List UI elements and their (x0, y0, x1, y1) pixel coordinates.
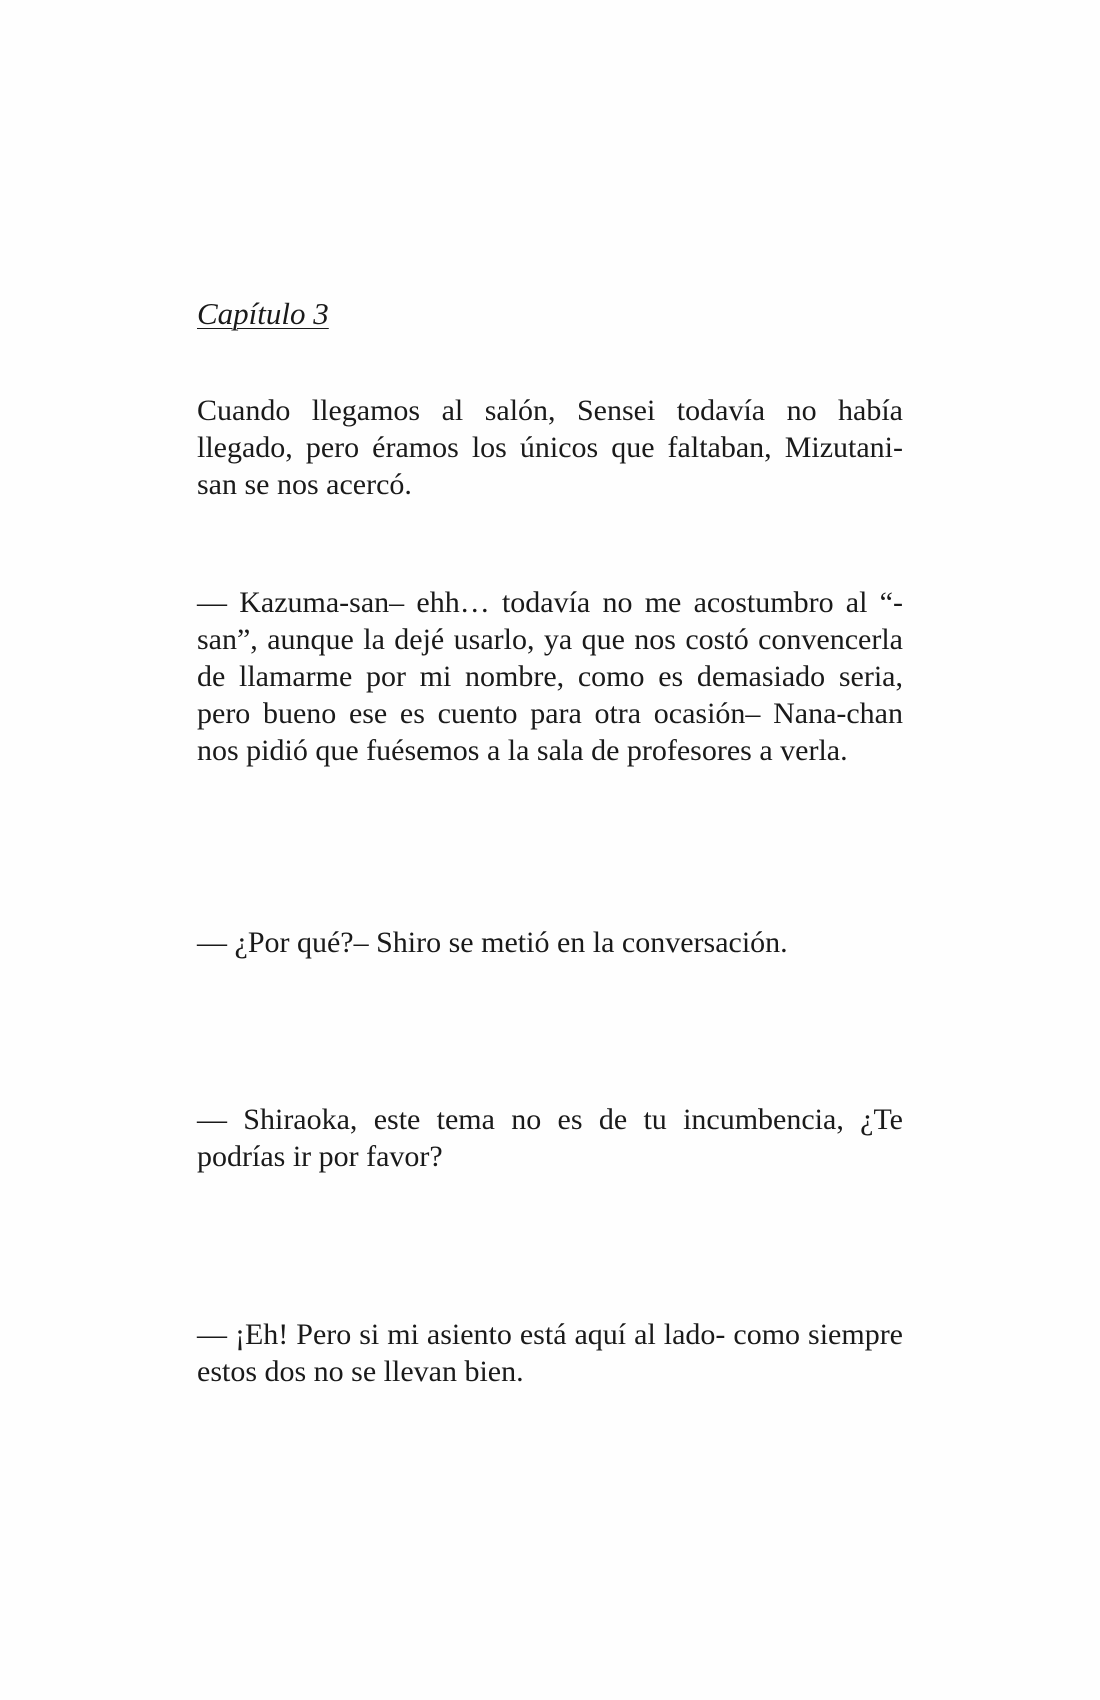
chapter-title: Capítulo 3 (197, 296, 329, 331)
paragraph-dialogue-reply: — Shiraoka, este tema no es de tu incumbencia, ¿Te podrías ir por favor? (197, 1103, 903, 1173)
paragraph-dialogue-shiro-protest: — ¡Eh! Pero si mi asiento está aquí al lado- como siempre estos dos no se llevan bien. (197, 1318, 903, 1388)
paragraph-dialogue-shiro: — ¿Por qué?– Shiro se metió en la conversación. (197, 926, 788, 959)
paragraph-dialogue-mizutani: — Kazuma-san– ehh… todavía no me acostumbro al “-san”, aunque la dejé usarlo, ya que nos costó convencerla de llamarme por mi nombre, como es demasiado seria, pero bueno ese es cuento para otra ocasión– Nana-chan nos pidió que fuésemos a la sala de profesores a verla. (197, 586, 903, 767)
paragraph-narration: Cuando llegamos al salón, Sensei todavía no había llegado, pero éramos los únicos que faltaban, Mizutani-san se nos acercó. (197, 394, 903, 501)
